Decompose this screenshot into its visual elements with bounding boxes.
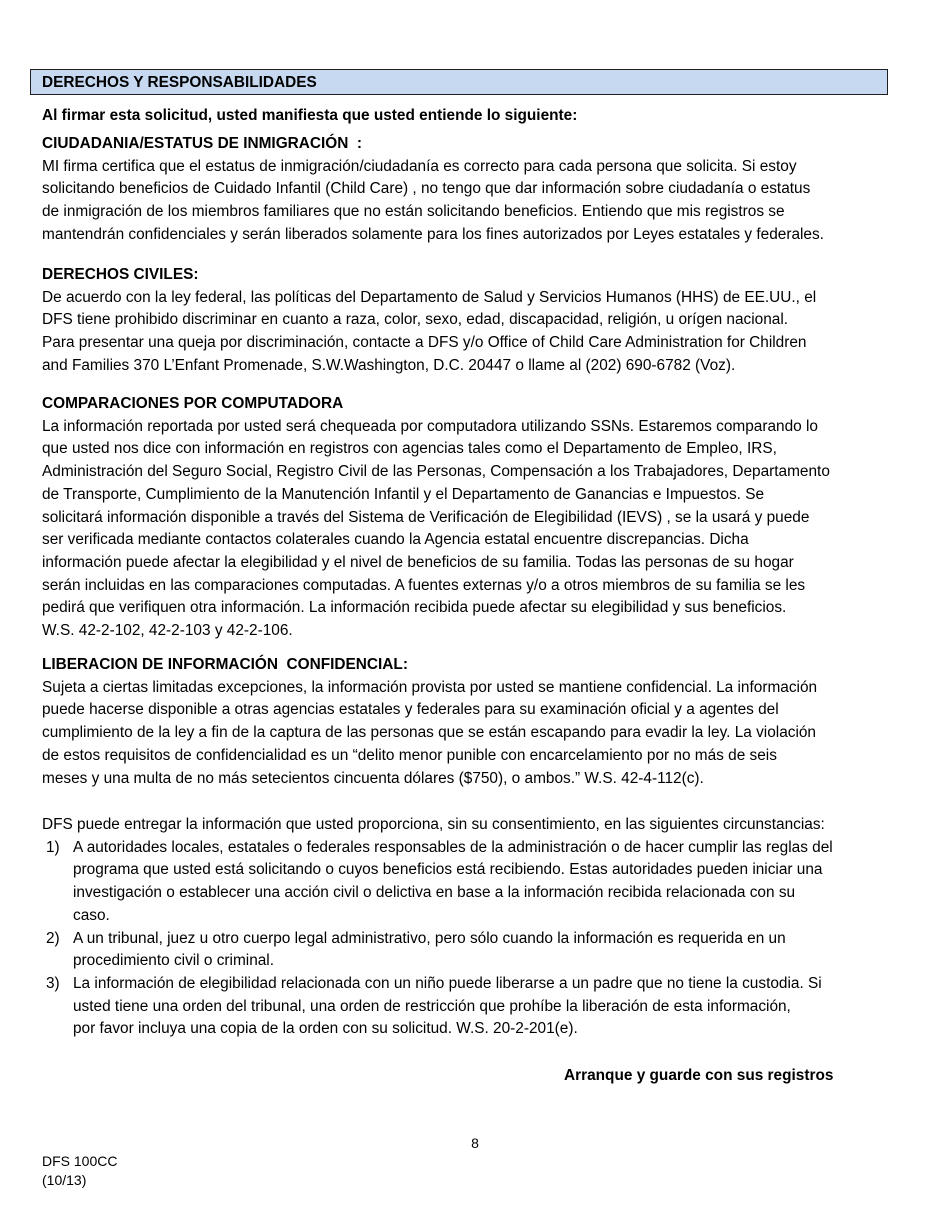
circumstances-intro (42, 814, 910, 837)
computer-matching-line: pedirá que verifiquen otra información. La información recibida puede afectar su elegibilidad y sus beneficios. (42, 599, 787, 617)
confidential-release-heading: LIBERACION DE INFORMACIÓN CONFIDENCIAL: (42, 656, 408, 673)
list-item (42, 837, 910, 928)
computer-matching-heading: COMPARACIONES POR COMPUTADORA (42, 395, 344, 412)
computer-matching-line: que usted nos dice con información en registros con agencias tales como el Departamento de Empleo, IRS, (42, 440, 777, 458)
confidential-release-line: puede hacerse disponible a otras agencias estatales y federales para su examinación oficial y a agentes del (42, 701, 779, 719)
confidential-release-line: meses y una multa de no más setecientos cincuenta dólares ($750), o ambos.” W.S. 42-4-112(c). (42, 769, 704, 787)
form-identifier (42, 1152, 117, 1190)
citizenship-line: MI firma certifica que el estatus de inmigración/ciudadanía es correcto para cada persona que solicita. Si estoy (42, 157, 797, 175)
computer-matching-line: solicitará información disponible a través del Sistema de Verificación de Elegibilidad (IEVS) , se la usará y puede (42, 508, 810, 526)
confidential-release-section (42, 654, 910, 790)
civil-rights-line: Para presentar una queja por discriminación, contacte a DFS y/o Office of Child Care Administration for Children (42, 334, 807, 352)
computer-matching-section (42, 393, 910, 643)
computer-matching-text (42, 416, 910, 643)
computer-matching-line: serán incluidas en las comparaciones computadas. A fuentes externas y/o a otros miembros de su familia se les (42, 576, 806, 594)
page-number: 8 (471, 1135, 479, 1151)
section-header: DERECHOS Y RESPONSABILIDADES (30, 69, 888, 95)
list-item (42, 928, 910, 973)
circumstances-section (42, 814, 910, 1041)
citizenship-line: solicitando beneficios de Cuidado Infantil (Child Care) , no tengo que dar información sobre ciudadanía o estatus (42, 180, 811, 198)
confidential-release-line: cumplimiento de la ley a fin de la captura de las personas que se están escapando para evadir la ley. La violación (42, 724, 816, 742)
list-item-line: procedimiento civil o criminal. (73, 952, 275, 970)
civil-rights-line: DFS tiene prohibido discriminar en cuanto a raza, color, sexo, edad, discapacidad, religión, u orígen nacional. (42, 311, 789, 329)
list-item-line: La información de elegibilidad relacionada con un niño puede liberarse a un padre que no tiene la custodia. Si (73, 974, 822, 992)
civil-rights-line: De acuerdo con la ley federal, las políticas del Departamento de Salud y Servicios Humanos (HHS) de EE.UU., el (42, 288, 817, 306)
list-item-number: 2) (46, 929, 60, 947)
civil-rights-section (42, 264, 910, 378)
list-item-line: por favor incluya una copia de la orden con su solicitud. W.S. 20-2-201(e). (73, 1020, 578, 1038)
tear-off-note: Arranque y guarde con sus registros (564, 1067, 834, 1084)
computer-matching-line: La información reportada por usted será chequeada por computadora utilizando SSNs. Estaremos comparando lo (42, 417, 818, 435)
citizenship-line: mantendrán confidenciales y serán liberados solamente para los fines autorizados por Leyes estatales y federales. (42, 225, 824, 243)
confidential-release-line: Sujeta a ciertas limitadas excepciones, la información provista por usted se mantiene confidencial. La información (42, 678, 818, 696)
list-item-line: investigación o establecer una acción civil o delictiva en base a la información recibida relacionada con su (73, 884, 796, 902)
list-item-line: A un tribunal, juez u otro cuerpo legal administrativo, pero sólo cuando la información es requerida en un (73, 929, 786, 947)
citizenship-line: de inmigración de los miembros familiares que no están solicitando beneficios. Entiendo que mis registros se (42, 203, 785, 221)
intro-statement: Al firmar esta solicitud, usted manifiesta que usted entiende lo siguiente: (42, 107, 578, 124)
list-item-line: caso. (73, 906, 110, 924)
list-item-number: 3) (46, 974, 60, 992)
list-item-line: usted tiene una orden del tribunal, una orden de restricción que prohíbe la liberación de esta información, (73, 997, 791, 1015)
civil-rights-line: and Families 370 L’Enfant Promenade, S.W.Washington, D.C. 20447 o llame al (202) 690-6782 (Voz). (42, 356, 736, 374)
civil-rights-text (42, 287, 910, 378)
list-item (42, 973, 910, 1041)
confidential-release-line: de estos requisitos de confidencialidad es un “delito menor punible con encarcelamiento por no más de seis (42, 746, 777, 764)
form-date: (10/13) (42, 1172, 87, 1188)
confidential-release-text (42, 677, 910, 791)
computer-matching-line: ser verificada mediante contactos colaterales cuando la Agencia estatal encuentre discrepancias. Dicha (42, 531, 749, 549)
form-id: DFS 100CC (42, 1153, 118, 1169)
civil-rights-heading: DERECHOS CIVILES: (42, 266, 199, 283)
computer-matching-line: información puede afectar la elegibilidad y el nivel de beneficios de su familia. Todas las personas de su hogar (42, 553, 794, 571)
computer-matching-line: Administración del Seguro Social, Registro Civil de las Personas, Compensación a los Trabajadores, Departamento (42, 463, 830, 481)
citizenship-section (42, 133, 910, 247)
circumstances-intro-line: DFS puede entregar la información que usted proporciona, sin su consentimiento, en las siguientes circunstancias: (42, 816, 825, 833)
list-item-number: 1) (46, 838, 60, 856)
citizenship-text (42, 156, 910, 247)
list-item-line: A autoridades locales, estatales o federales responsables de la administración o de hacer cumplir las reglas del (73, 838, 833, 856)
list-item-line: programa que usted está solicitando o cuyos beneficios está recibiendo. Estas autoridades pueden iniciar una (73, 861, 823, 879)
circumstances-list (42, 837, 910, 1041)
citizenship-heading: CIUDADANIA/ESTATUS DE INMIGRACIÓN : (42, 135, 363, 152)
computer-matching-line: de Transporte, Cumplimiento de la Manutención Infantil y el Departamento de Ganancias e Impuestos. Se (42, 485, 765, 503)
computer-matching-line: W.S. 42-2-102, 42-2-103 y 42-2-106. (42, 622, 293, 640)
